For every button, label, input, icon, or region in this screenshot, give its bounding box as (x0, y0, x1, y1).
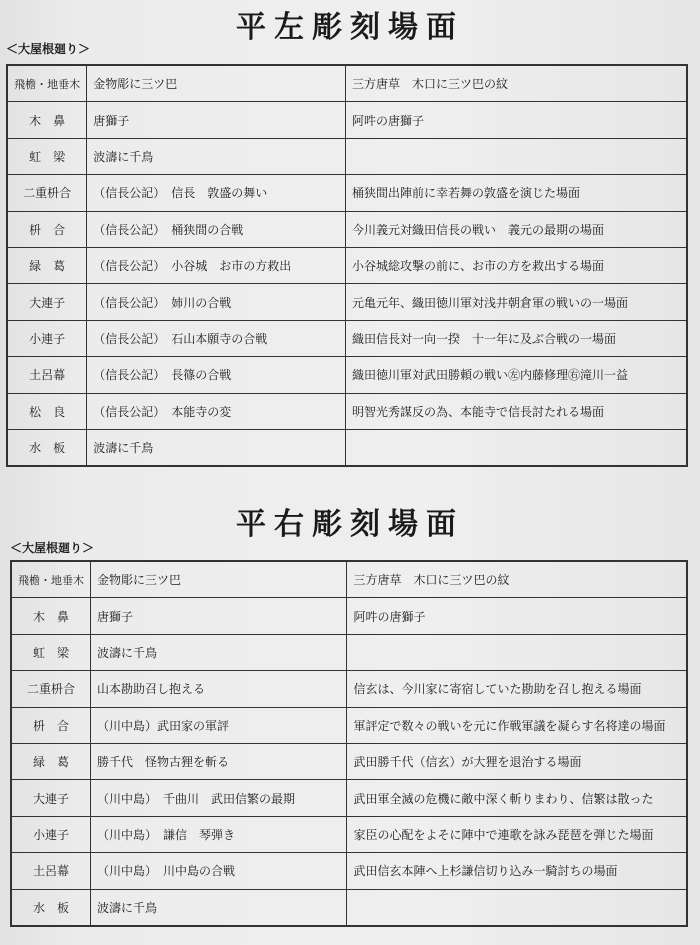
description-cell: 家臣の心配をよそに陣中で連歌を詠み琵琶を弾じた場面 (347, 816, 687, 852)
table-row (7, 393, 687, 429)
part-cell: 土呂幕 (7, 357, 87, 393)
scene-cell: 波濤に千鳥 (91, 889, 347, 926)
scene-cell: （信長公記） 小谷城 お市の方救出 (87, 247, 346, 283)
scene-cell: （信長公記） 桶狭間の合戦 (87, 211, 346, 247)
scene-cell: 山本勘助召し抱える (91, 671, 347, 707)
part-cell: 大連子 (11, 780, 91, 816)
part-cell: 二重枡合 (11, 671, 91, 707)
table-row (7, 102, 687, 138)
table-row (11, 853, 687, 889)
part-cell: 小連子 (7, 320, 87, 356)
table-row (11, 561, 687, 598)
scene-cell: （川中島） 千曲川 武田信繁の最期 (91, 780, 347, 816)
description-cell: 明智光秀謀反の為、本能寺で信長討たれる場面 (345, 393, 687, 429)
scene-cell: 波濤に千鳥 (91, 634, 347, 670)
description-cell: 信玄は、今川家に寄宿していた勘助を召し抱える場面 (347, 671, 687, 707)
part-cell: 枡 合 (7, 211, 87, 247)
table-row (7, 357, 687, 393)
right-title: 平右彫刻場面 (236, 507, 464, 542)
table-row (7, 429, 687, 466)
left-subtitle: ＜大屋根廻り＞ (6, 42, 91, 56)
scene-cell: 波濤に千鳥 (87, 429, 346, 466)
part-cell: 虹 梁 (7, 138, 87, 174)
table-row (11, 743, 687, 779)
table-row (7, 211, 687, 247)
part-cell: 飛檐・地垂木 (11, 561, 91, 598)
scene-cell: 唐獅子 (87, 102, 346, 138)
scene-cell: （信長公記） 長篠の合戦 (87, 357, 346, 393)
table-row (11, 598, 687, 634)
scene-cell: （信長公記） 姉川の合戦 (87, 284, 346, 320)
table-row (7, 138, 687, 174)
part-cell: 二重枡合 (7, 175, 87, 211)
description-cell: 武田信玄本陣へ上杉謙信切り込み一騎討ちの場面 (347, 853, 687, 889)
description-cell (347, 889, 687, 926)
description-cell: 武田軍全滅の危機に敵中深く斬りまわり、信繁は散った (347, 780, 687, 816)
part-cell: 緑 葛 (7, 247, 87, 283)
scene-cell: 勝千代 怪物古狸を斬る (91, 743, 347, 779)
scene-cell: 波濤に千鳥 (87, 138, 346, 174)
description-cell: 織田徳川軍対武田勝頼の戦い㊧内藤修理㊨滝川一益 (345, 357, 687, 393)
description-cell: 小谷城総攻撃の前に、お市の方を救出する場面 (345, 247, 687, 283)
part-cell: 小連子 (11, 816, 91, 852)
table-row (11, 707, 687, 743)
part-cell: 枡 合 (11, 707, 91, 743)
part-cell: 木 鼻 (11, 598, 91, 634)
part-cell: 緑 葛 (11, 743, 91, 779)
part-cell: 松 良 (7, 393, 87, 429)
table-row (7, 65, 687, 102)
description-cell: 今川義元対織田信長の戦い 義元の最期の場面 (345, 211, 687, 247)
scene-cell: （信長公記） 信長 敦盛の舞い (87, 175, 346, 211)
part-cell: 飛檐・地垂木 (7, 65, 87, 102)
right-carving-table (10, 560, 688, 927)
left-title: 平左彫刻場面 (236, 10, 464, 45)
table-row (7, 320, 687, 356)
table-row (7, 247, 687, 283)
scene-cell: 金物彫に三ツ巴 (91, 561, 347, 598)
table-row (11, 780, 687, 816)
table-row (11, 889, 687, 926)
table-row (11, 816, 687, 852)
scene-cell: （川中島） 謙信 琴弾き (91, 816, 347, 852)
part-cell: 水 板 (11, 889, 91, 926)
left-carving-table (6, 64, 688, 467)
description-cell: 元亀元年、織田徳川軍対浅井朝倉軍の戦いの一場面 (345, 284, 687, 320)
description-cell (345, 138, 687, 174)
description-cell: 軍評定で数々の戦いを元に作戦軍議を凝らす名将達の場面 (347, 707, 687, 743)
table-row (7, 284, 687, 320)
scene-cell: （信長公記） 石山本願寺の合戦 (87, 320, 346, 356)
scene-cell: （川中島） 川中島の合戦 (91, 853, 347, 889)
description-cell: 三方唐草 木口に三ツ巴の紋 (347, 561, 687, 598)
part-cell: 木 鼻 (7, 102, 87, 138)
scene-cell: （川中島）武田家の軍評 (91, 707, 347, 743)
scene-cell: （信長公記） 本能寺の変 (87, 393, 346, 429)
description-cell: 武田勝千代（信玄）が大狸を退治する場面 (347, 743, 687, 779)
part-cell: 虹 梁 (11, 634, 91, 670)
right-subtitle: ＜大屋根廻り＞ (10, 541, 95, 555)
description-cell: 三方唐草 木口に三ツ巴の紋 (345, 65, 687, 102)
part-cell: 土呂幕 (11, 853, 91, 889)
description-cell: 阿吽の唐獅子 (347, 598, 687, 634)
description-cell (347, 634, 687, 670)
description-cell: 阿吽の唐獅子 (345, 102, 687, 138)
table-row (11, 634, 687, 670)
description-cell (345, 429, 687, 466)
description-cell: 桶狭間出陣前に幸若舞の敦盛を演じた場面 (345, 175, 687, 211)
table-row (11, 671, 687, 707)
scene-cell: 唐獅子 (91, 598, 347, 634)
table-row (7, 175, 687, 211)
scene-cell: 金物彫に三ツ巴 (87, 65, 346, 102)
description-cell: 織田信長対一向一揆 十一年に及ぶ合戦の一場面 (345, 320, 687, 356)
part-cell: 大連子 (7, 284, 87, 320)
part-cell: 水 板 (7, 429, 87, 466)
